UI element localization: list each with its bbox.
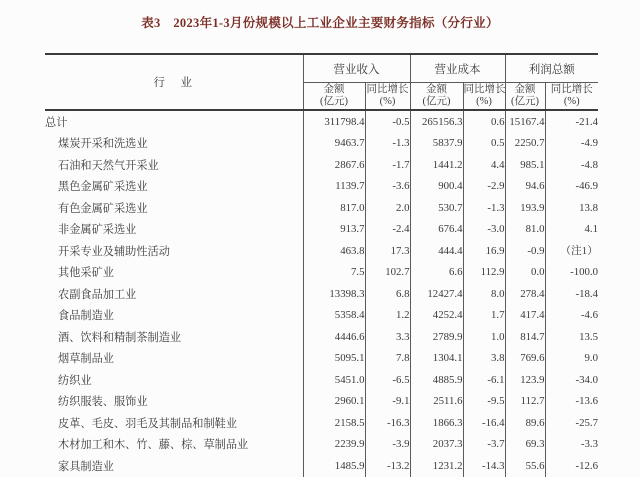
industry-cell: 食品制造业	[58, 310, 114, 323]
revenue-amount-cell: 5451.0	[303, 369, 365, 391]
cost-amount-cell: 2037.3	[410, 434, 463, 456]
cost-growth-cell: 4.4	[463, 154, 505, 176]
revenue-amount-cell: 1139.7	[303, 176, 365, 198]
table-row	[45, 197, 598, 219]
cost-amount-cell: 265156.3	[410, 110, 463, 133]
profit-amount-cell: 55.6	[505, 455, 545, 477]
amount-label: 金额	[514, 83, 536, 95]
profit-amount-cell: 15167.4	[505, 110, 545, 133]
revenue-growth-cell: -16.3	[365, 412, 410, 434]
table-row	[45, 434, 598, 456]
industry-cell: 酒、饮料和精制茶制造业	[58, 331, 182, 344]
cost-growth-cell: -14.3	[463, 455, 505, 477]
profit-amount-cell: 985.1	[505, 154, 545, 176]
industry-cell: 黑色金属矿采选业	[58, 181, 148, 194]
cost-amount-cell: 12427.4	[410, 283, 463, 305]
growth-unit-label: (%)	[563, 96, 580, 107]
cost-amount-cell: 4885.9	[410, 369, 463, 391]
cost-amount-cell: 1304.1	[410, 348, 463, 370]
cost-amount-cell: 676.4	[410, 219, 463, 241]
revenue-amount-cell: 5358.4	[303, 305, 365, 327]
growth-unit-label: (%)	[476, 96, 492, 107]
profit-growth-cell: -3.3	[545, 434, 598, 456]
profit-growth-header	[545, 83, 598, 111]
table-row	[45, 110, 598, 133]
industry-cell: 家具制造业	[58, 460, 114, 473]
industry-cell: 石油和天然气开采业	[58, 159, 159, 172]
table-row	[45, 133, 598, 155]
cost-growth-cell: -16.4	[463, 412, 505, 434]
growth-unit-label: (%)	[379, 96, 396, 107]
table-row	[45, 326, 598, 348]
profit-amount-header	[505, 83, 545, 111]
cost-growth-cell: 8.0	[463, 283, 505, 305]
revenue-growth-cell: -13.2	[365, 455, 410, 477]
cost-growth-cell: 112.9	[463, 262, 505, 284]
amount-label: 金额	[323, 83, 345, 95]
revenue-amount-cell: 7.5	[303, 262, 365, 284]
profit-growth-cell: -4.8	[545, 154, 598, 176]
revenue-amount-cell: 1485.9	[303, 455, 365, 477]
table-row	[45, 176, 598, 198]
table-header	[45, 54, 598, 110]
profit-growth-cell: -12.6	[545, 455, 598, 477]
cost-growth-cell: -6.1	[463, 369, 505, 391]
cost-growth-cell: 0.5	[463, 133, 505, 155]
financial-indicators-table	[45, 53, 598, 477]
industry-cell: 其他采矿业	[58, 267, 114, 280]
revenue-growth-cell: -3.6	[365, 176, 410, 198]
cost-growth-cell: 3.8	[463, 348, 505, 370]
profit-amount-cell: 814.7	[505, 326, 545, 348]
revenue-amount-cell: 463.8	[303, 240, 365, 262]
growth-label: 同比增长	[366, 83, 409, 95]
table-row	[45, 305, 598, 327]
revenue-amount-cell: 2239.9	[303, 434, 365, 456]
cost-growth-cell: 1.0	[463, 326, 505, 348]
cost-growth-cell: -1.3	[463, 197, 505, 219]
cost-growth-header	[463, 83, 505, 111]
profit-growth-cell: -25.7	[545, 412, 598, 434]
table-row	[45, 391, 598, 413]
profit-growth-cell: -21.4	[545, 110, 598, 133]
table-row	[45, 348, 598, 370]
cost-amount-cell: 4252.4	[410, 305, 463, 327]
revenue-amount-header	[303, 83, 365, 111]
revenue-amount-cell: 5095.1	[303, 348, 365, 370]
revenue-growth-cell: -3.9	[365, 434, 410, 456]
profit-amount-cell: 94.6	[505, 176, 545, 198]
table-row	[45, 219, 598, 241]
group-header-total-profit: 利润总额	[505, 54, 598, 83]
industry-cell: 有色金属矿采选业	[58, 202, 148, 215]
group-header-operating-revenue: 营业收入	[303, 54, 410, 83]
revenue-amount-cell: 4446.6	[303, 326, 365, 348]
revenue-amount-cell: 2867.6	[303, 154, 365, 176]
industry-cell: 总计	[45, 116, 68, 129]
cost-growth-cell: -3.0	[463, 219, 505, 241]
cost-amount-cell: 2511.6	[410, 391, 463, 413]
table-row	[45, 369, 598, 391]
revenue-growth-cell: 2.0	[365, 197, 410, 219]
revenue-amount-cell: 9463.7	[303, 133, 365, 155]
cost-amount-cell: 1441.2	[410, 154, 463, 176]
profit-growth-cell: -4.9	[545, 133, 598, 155]
revenue-growth-cell: -6.5	[365, 369, 410, 391]
cost-growth-cell: -9.5	[463, 391, 505, 413]
amount-unit-label: (亿元)	[422, 96, 451, 107]
cost-growth-cell: 1.7	[463, 305, 505, 327]
growth-label: 同比增长	[463, 83, 505, 95]
profit-amount-cell: 0.0	[505, 262, 545, 284]
cost-growth-cell: -3.7	[463, 434, 505, 456]
cost-amount-cell: 1231.2	[410, 455, 463, 477]
cost-amount-cell: 5837.9	[410, 133, 463, 155]
revenue-amount-cell: 2158.5	[303, 412, 365, 434]
table-row	[45, 412, 598, 434]
profit-growth-cell: -34.0	[545, 369, 598, 391]
revenue-growth-cell: -9.1	[365, 391, 410, 413]
industry-cell: 烟草制品业	[58, 353, 114, 366]
revenue-growth-cell: -0.5	[365, 110, 410, 133]
revenue-amount-cell: 2960.1	[303, 391, 365, 413]
cost-growth-cell: 16.9	[463, 240, 505, 262]
cost-amount-header	[410, 83, 463, 111]
revenue-growth-cell: 6.8	[365, 283, 410, 305]
industry-cell: 纺织业	[58, 374, 92, 387]
industry-cell: 非金属矿采选业	[58, 224, 137, 237]
revenue-amount-cell: 311798.4	[303, 110, 365, 133]
revenue-growth-cell: 3.3	[365, 326, 410, 348]
amount-unit-label: (亿元)	[511, 96, 539, 107]
profit-growth-cell: 4.1	[545, 219, 598, 241]
profit-amount-cell: 89.6	[505, 412, 545, 434]
revenue-growth-cell: -1.3	[365, 133, 410, 155]
industry-column-header: 行 业	[45, 54, 303, 110]
profit-growth-cell: （注1）	[545, 240, 598, 262]
profit-amount-cell: 123.9	[505, 369, 545, 391]
revenue-growth-cell: 102.7	[365, 262, 410, 284]
cost-amount-cell: 444.4	[410, 240, 463, 262]
revenue-growth-cell: 17.3	[365, 240, 410, 262]
profit-growth-cell: -13.6	[545, 391, 598, 413]
profit-growth-cell: 13.8	[545, 197, 598, 219]
table-row	[45, 262, 598, 284]
profit-amount-cell: 769.6	[505, 348, 545, 370]
industry-cell: 木材加工和木、竹、藤、棕、草制品业	[58, 439, 249, 452]
profit-amount-cell: -0.9	[505, 240, 545, 262]
profit-growth-cell: 13.5	[545, 326, 598, 348]
table-row	[45, 283, 598, 305]
revenue-amount-cell: 817.0	[303, 197, 365, 219]
profit-amount-cell: 81.0	[505, 219, 545, 241]
profit-growth-cell: -18.4	[545, 283, 598, 305]
amount-label: 金额	[426, 83, 447, 95]
industry-cell: 皮革、毛皮、羽毛及其制品和制鞋业	[58, 417, 238, 430]
cost-amount-cell: 1866.3	[410, 412, 463, 434]
industry-cell: 煤炭开采和洗选业	[58, 138, 148, 151]
growth-label: 同比增长	[550, 83, 593, 95]
cost-amount-cell: 6.6	[410, 262, 463, 284]
group-header-operating-cost: 营业成本	[410, 54, 505, 83]
revenue-growth-cell: 7.8	[365, 348, 410, 370]
cost-growth-cell: -2.9	[463, 176, 505, 198]
profit-amount-cell: 112.7	[505, 391, 545, 413]
table-row	[45, 455, 598, 477]
industry-cell: 农副食品加工业	[58, 288, 137, 301]
industry-cell: 开采专业及辅助性活动	[58, 245, 170, 258]
profit-growth-cell: -4.6	[545, 305, 598, 327]
cost-amount-cell: 900.4	[410, 176, 463, 198]
revenue-amount-cell: 13398.3	[303, 283, 365, 305]
cost-growth-cell: 0.6	[463, 110, 505, 133]
profit-amount-cell: 2250.7	[505, 133, 545, 155]
amount-unit-label: (亿元)	[320, 96, 348, 107]
profit-growth-cell: -100.0	[545, 262, 598, 284]
revenue-amount-cell: 913.7	[303, 219, 365, 241]
table-row	[45, 154, 598, 176]
cost-amount-cell: 530.7	[410, 197, 463, 219]
industry-cell: 纺织服装、服饰业	[58, 396, 148, 409]
revenue-growth-cell: -2.4	[365, 219, 410, 241]
profit-amount-cell: 417.4	[505, 305, 545, 327]
revenue-growth-header	[365, 83, 410, 111]
table-row	[45, 240, 598, 262]
table-body	[45, 110, 598, 477]
cost-amount-cell: 2789.9	[410, 326, 463, 348]
profit-amount-cell: 193.9	[505, 197, 545, 219]
profit-amount-cell: 69.3	[505, 434, 545, 456]
revenue-growth-cell: 1.2	[365, 305, 410, 327]
profit-growth-cell: 9.0	[545, 348, 598, 370]
table-title: 表3 2023年1-3月份规模以上工业企业主要财务指标（分行业）	[141, 16, 499, 30]
profit-amount-cell: 278.4	[505, 283, 545, 305]
profit-growth-cell: -46.9	[545, 176, 598, 198]
revenue-growth-cell: -1.7	[365, 154, 410, 176]
